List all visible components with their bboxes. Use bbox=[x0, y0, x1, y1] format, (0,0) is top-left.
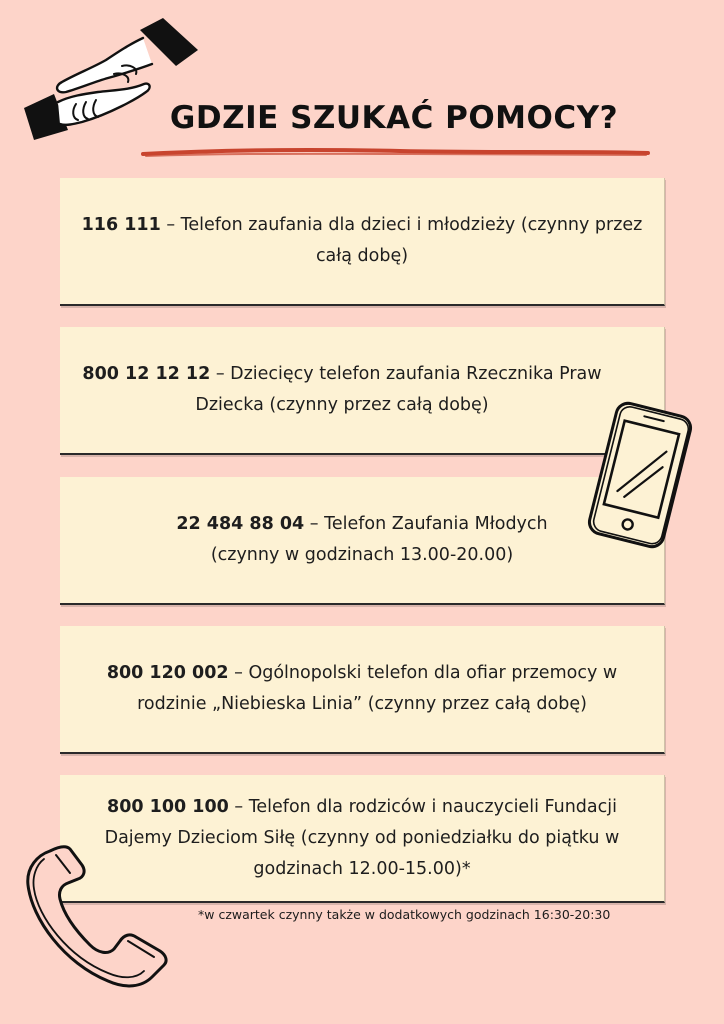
footnote: *w czwartek czynny także w dodatkowych godzinach 16:30-20:30 bbox=[198, 907, 611, 922]
helpline-text bbox=[74, 658, 650, 720]
helpline-description: – Telefon Zaufania Młodych (czynny w godzinach 13.00-20.00) bbox=[210, 514, 548, 565]
helpline-description: – Dziecięcy telefon zaufania Rzecznika Praw Dziecka (czynny przez całą dobę) bbox=[195, 364, 602, 415]
helpline-card bbox=[60, 477, 665, 605]
helpline-text bbox=[74, 359, 650, 421]
helpline-number[interactable]: 116 111 bbox=[81, 215, 161, 235]
page-title: GDZIE SZUKAĆ POMOCY? bbox=[169, 100, 619, 136]
helpline-description: – Telefon dla rodziców i nauczycieli Fundacji Dajemy Dzieciom Siłę (czynny od poniedziałku do piątku w godzinach 12.00-15.00)* bbox=[104, 796, 620, 879]
helpline-description: – Ogólnopolski telefon dla ofiar przemocy w rodzinie „Niebieska Linia” (czynny przez całą dobę) bbox=[137, 663, 618, 714]
helpline-description: – Telefon zaufania dla dzieci i młodzieży (czynny przez całą dobę) bbox=[160, 215, 643, 266]
title-underline bbox=[140, 145, 652, 161]
telephone-handset-icon bbox=[20, 845, 180, 995]
helpline-text bbox=[74, 509, 650, 571]
helpline-number[interactable]: 800 12 12 12 bbox=[82, 364, 211, 384]
helpline-text bbox=[74, 210, 650, 272]
helpline-card bbox=[60, 327, 665, 455]
helpline-card bbox=[60, 626, 665, 754]
mobile-phone-icon bbox=[580, 400, 700, 550]
helpline-card bbox=[60, 178, 665, 306]
helpline-number[interactable]: 800 120 002 bbox=[106, 663, 229, 683]
helpline-number[interactable]: 22 484 88 04 bbox=[176, 514, 305, 534]
helpline-number[interactable]: 800 100 100 bbox=[107, 796, 229, 817]
